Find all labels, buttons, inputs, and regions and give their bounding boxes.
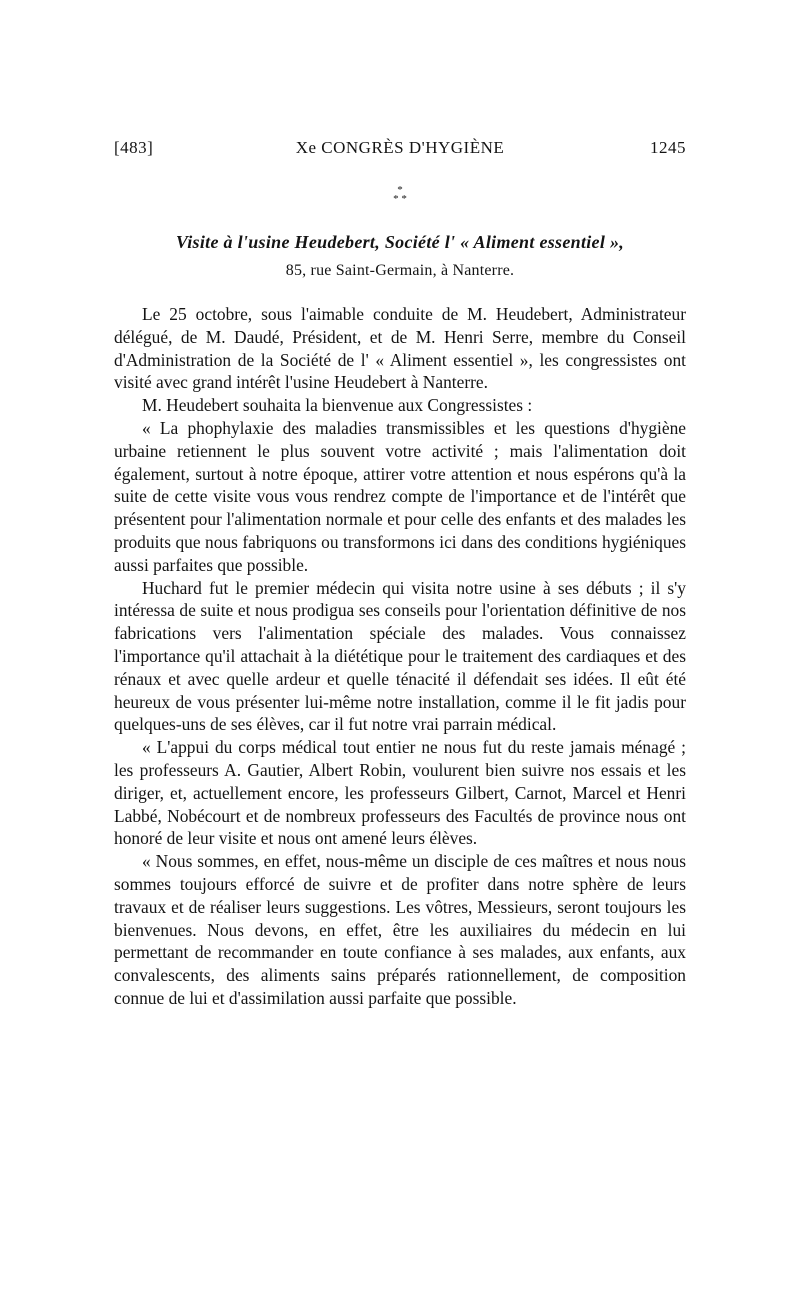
article-title: Visite à l'usine Heudebert, Société l' « Aliment essentiel »,	[175, 232, 625, 252]
paragraph: « La phophylaxie des maladies transmissibles et les questions d'hygiène urbaine retiennent le plus souvent votre activité ; mais l'alimentation doit également, surtout à notre époque, attirer votre attention et nous espérons qu'à la suite de cette visite vous vous rendrez compte de l'importance et de l'intérêt que présentent pour l'alimentation normale et pour celle des enfants et des malades les produits que nous fabriquons ou transformons ici dans des conditions hygiéniques aussi parfaites que possible.	[114, 417, 686, 575]
paragraph: « L'appui du corps médical tout entier ne nous fut du reste jamais ménagé ; les professeurs A. Gautier, Albert Robin, voulurent bien suivre nos essais et les diriger, et, actuellement encore, les professeurs Gilbert, Carnot, Marcel et Henri Labbé, Nobécourt et de nombreux professeurs des Facultés de province nous ont honoré de leur visite et nous ont amené leurs élèves.	[114, 737, 686, 849]
asterism-bottom: * *	[393, 193, 407, 205]
asterism-ornament	[0, 186, 800, 204]
article-body	[114, 303, 686, 1010]
running-title: Xe CONGRÈS D'HYGIÈNE	[295, 138, 505, 157]
paragraph: Huchard fut le premier médecin qui visita notre usine à ses débuts ; il s'y intéressa de suite et nous prodigua ses conseils pour l'orientation définitive de nos fabrications vers l'alimentation spéciale des malades. Vous connaissez l'importance qu'il attachait à la diététique pour le traitement des cardiaques et des rénaux et avec quelle ardeur et quelle ténacité il défendait ses idées. Il eût été heureux de vous présenter lui-même notre installation, comme il le fit jadis pour quelques-uns de ses élèves, car il fut notre vrai parrain médical.	[114, 577, 686, 735]
paragraph: « Nous sommes, en effet, nous-même un disciple de ces maîtres et nous nous sommes toujours efforcé de suivre et de profiter dans notre sphère de leurs travaux et de réaliser leurs suggestions. Les vôtres, Messieurs, seront toujours les bienvenues. Nous devons, en effet, être les auxiliaires du médecin en lui permettant de recommander en toute confiance à ses malades, aux enfants, aux convalescents, des aliments sains préparés rationnellement, de composition connue de lui et d'assimilation aussi parfaite que possible.	[114, 851, 686, 1008]
asterism-top: *	[397, 184, 403, 196]
running-header	[114, 138, 686, 164]
article-address: 85, rue Saint-Germain, à Nanterre.	[285, 262, 515, 279]
paragraph: Le 25 octobre, sous l'aimable conduite de M. Heudebert, Administrateur délégué, de M. Daudé, Président, et de M. Henri Serre, membre du Conseil d'Administration de la Société de l' « Aliment essentiel », les congressistes ont visité avec grand intérêt l'usine Heudebert à Nanterre.	[114, 304, 686, 393]
paragraph: M. Heudebert souhaita la bienvenue aux Congressistes :	[142, 395, 533, 416]
page-reference: [483]	[114, 138, 154, 157]
page-number: 1245	[650, 138, 686, 157]
